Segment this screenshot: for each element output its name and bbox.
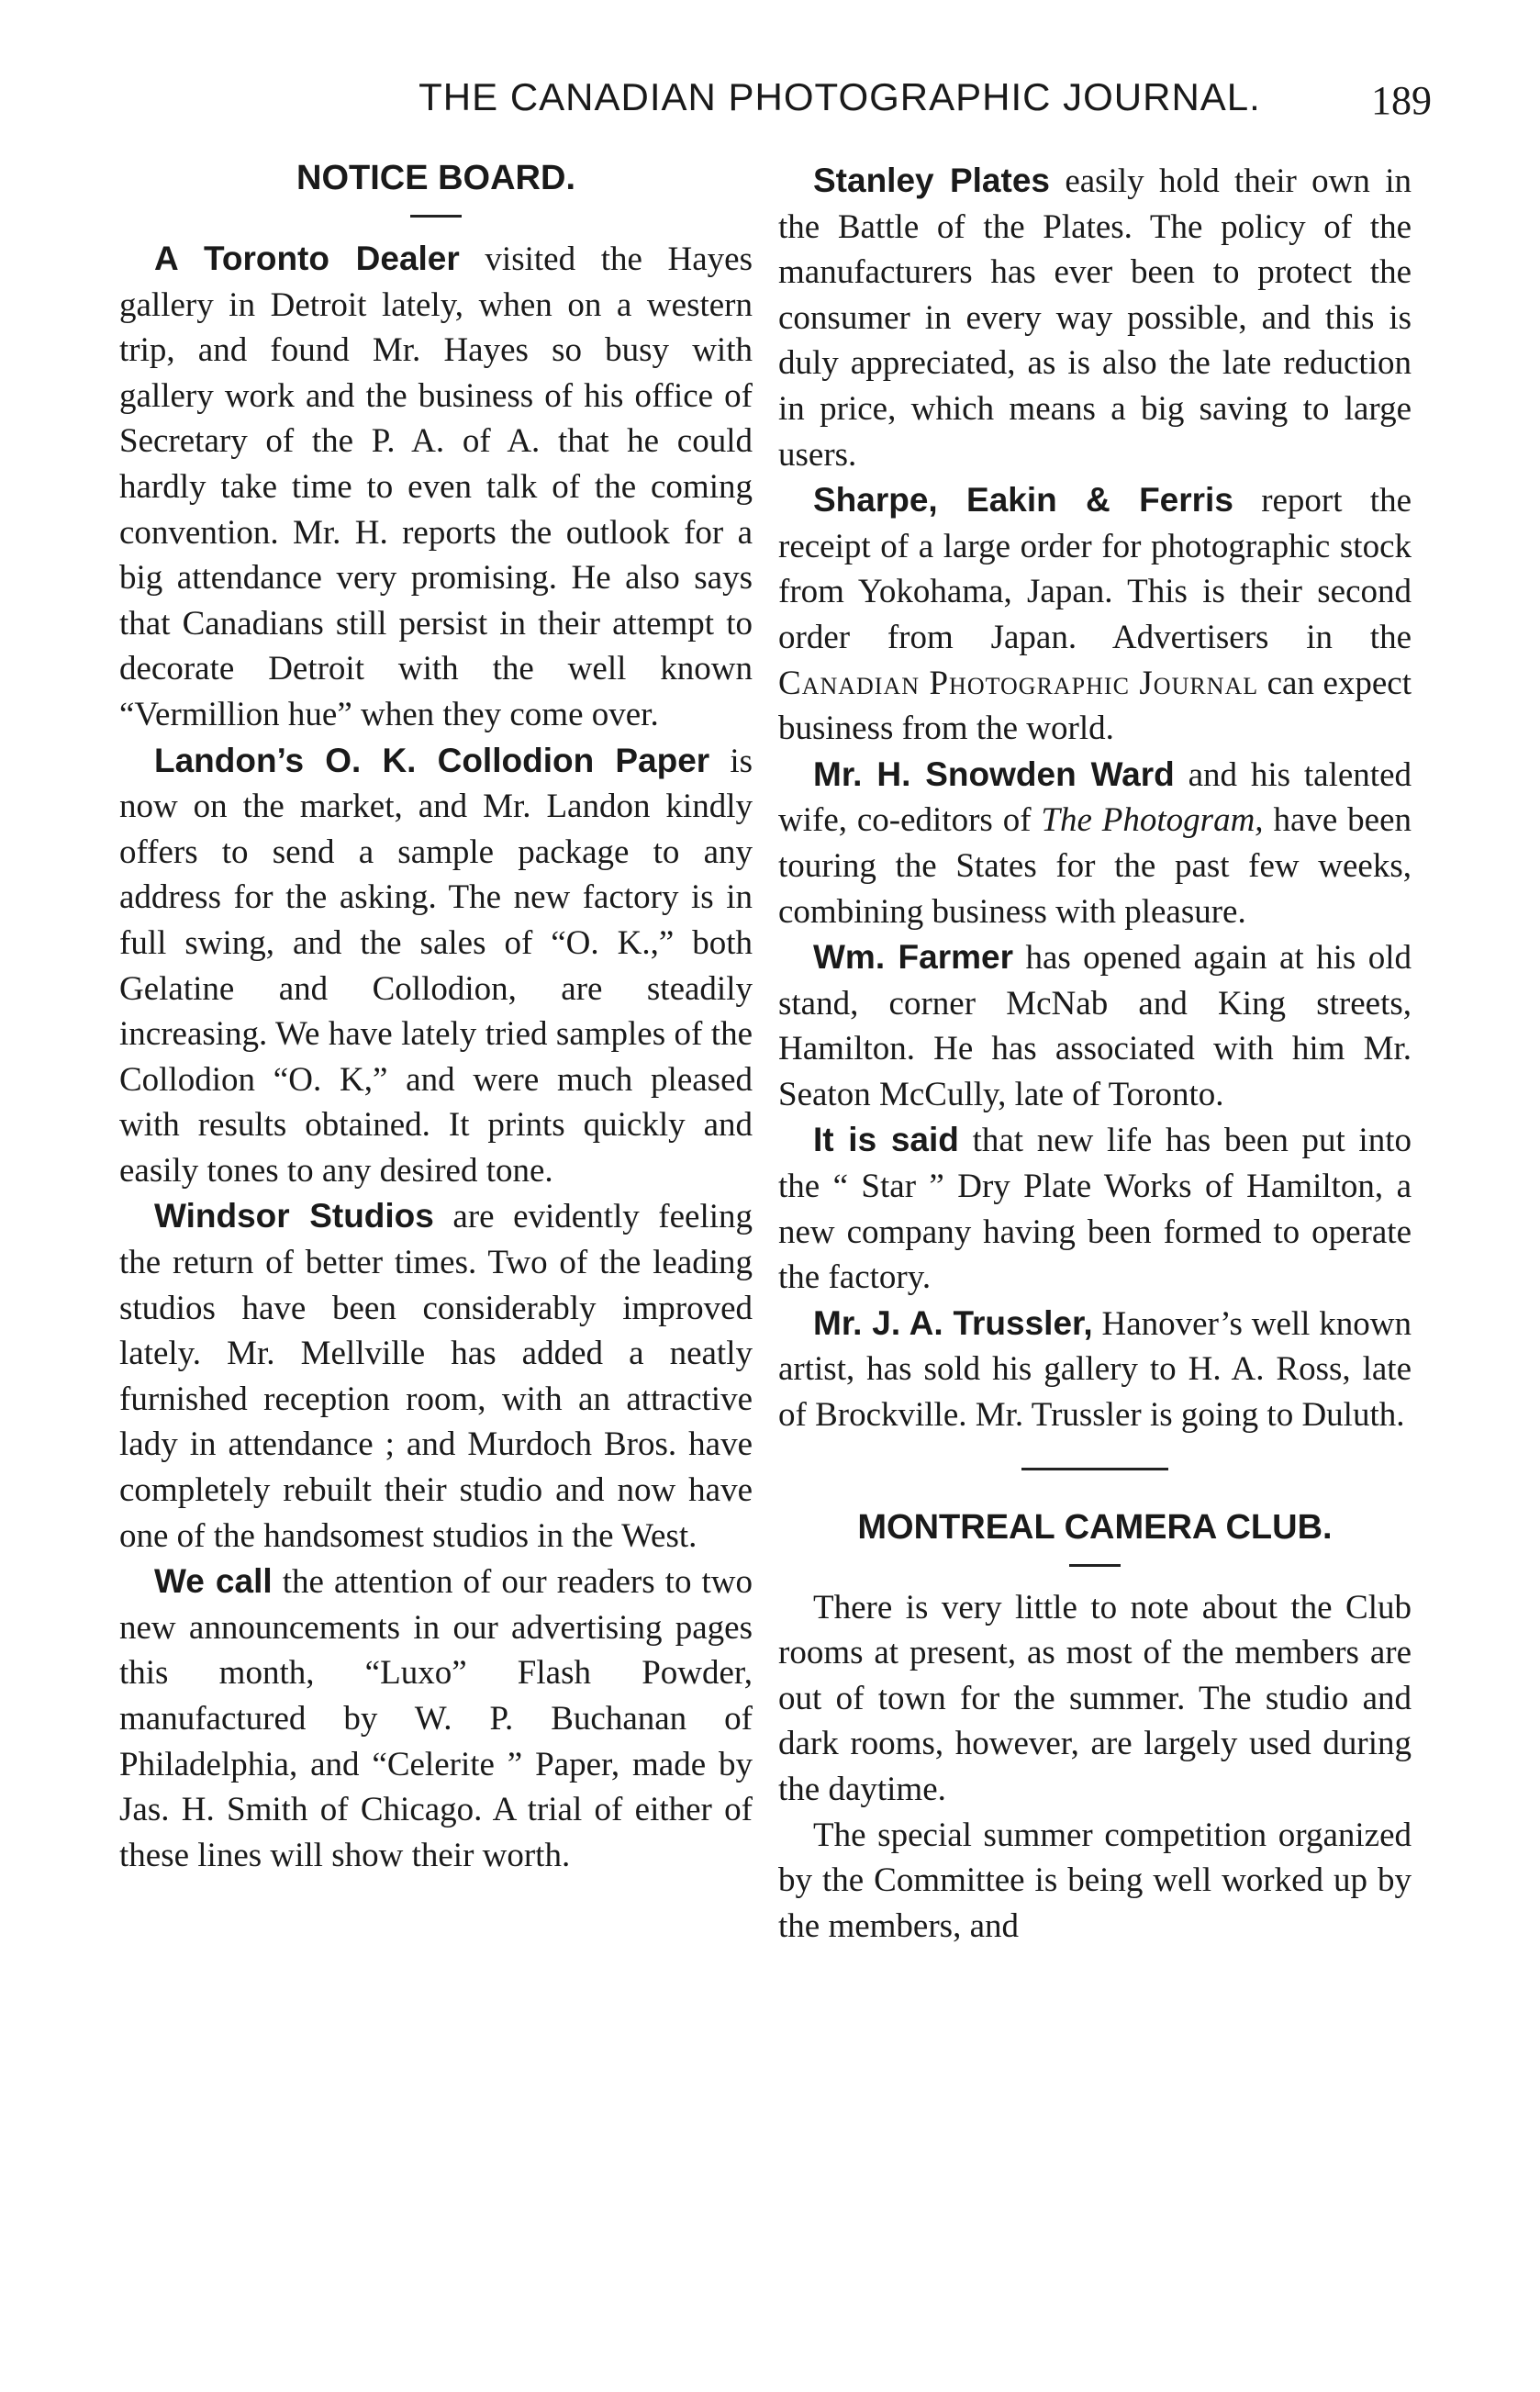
notice-lead: Wm. Farmer <box>813 938 1014 977</box>
notice-text: and his talented wife, co-editors of <box>778 755 1412 840</box>
notice-lead: Landon’s O. K. Collodion Paper <box>154 741 710 779</box>
notice-text: visited the Hayes gallery in Detroit lately, when on a western trip, and found Mr. Hayes so busy with gallery work and the business of his office of Secretary of the P. A. of A. that he could hardly take time to even talk of the coming convention. Mr. H. reports the outlook for a big attendance very promising. He also says that Canadians still persist in their attempt to decorate Detroit with the well known “Vermillion hue” when they come over. <box>119 240 753 733</box>
notice-lead: Sharpe, Eakin & Ferris <box>813 481 1233 520</box>
notice-text: that new life has been put into the “ Star ” Dry Plate Works of Hamilton, a new company having been formed to operate the factory. <box>778 1122 1412 1297</box>
notice-text: easily hold their own in the Battle of the Plates. The policy of the manufacturers has ever been to protect the consumer in every way possible, and this is duly appreciated, as is also the late reduction in price, which means a big saving to large users. <box>778 162 1412 474</box>
notice-item <box>119 1559 753 1878</box>
club-paragraph: There is very little to note about the Club rooms at present, as most of the members are out of town for the summer. The studio and dark rooms, however, are largely used during the daytime. <box>778 1588 1412 1808</box>
notice-item <box>119 738 753 1194</box>
running-head: THE CANADIAN PHOTOGRAPHIC JOURNAL. <box>418 75 1261 118</box>
notice-lead: We call <box>154 1562 273 1601</box>
notice-item <box>778 1117 1412 1300</box>
page-number: 189 <box>1371 78 1432 123</box>
notice-item <box>778 934 1412 1117</box>
notice-text: has opened again at his old stand, corner McNab and King streets, Hamilton. He has associated with him Mr. Seaton McCully, late of Toronto. <box>778 939 1412 1113</box>
notice-board-title: NOTICE BOARD. <box>296 159 575 197</box>
notice-lead: A Toronto Dealer <box>154 240 460 277</box>
notice-lead: Windsor Studios <box>154 1197 434 1235</box>
notice-lead: It is said <box>813 1121 959 1159</box>
notice-text: the attention of our readers to two new announcements in our advertising pages this month, “Luxo” Flash Powder, manufactured by W. P. Buchanan of Philadelphia, and “Celerite ” Paper, made by Jas. H. Smith of Chicago. A trial of either of these lines will show their worth. <box>119 1563 753 1874</box>
title-rule <box>410 215 462 218</box>
notice-text: are evidently feeling the return of better times. Two of the leading studios have been considerably improved lately. Mr. Mellville has added a neatly furnished reception room, with an attractive lady in attendance ; and Murdoch Bros. have completely rebuilt their studio and now have one of the handsomest studios in the West. <box>119 1198 753 1555</box>
left-column <box>119 158 753 1878</box>
notice-lead: Mr. J. A. Trussler, <box>813 1303 1093 1342</box>
notice-item <box>778 158 1412 477</box>
publication-title: The Photogram, <box>1041 801 1264 840</box>
notice-item <box>778 1301 1412 1438</box>
notice-item <box>778 477 1412 752</box>
club-paragraph: The special summer competition organized by the Committee is being well worked up by the members, and <box>778 1816 1412 1945</box>
right-column <box>778 158 1412 1949</box>
journal-name: Canadian Photographic Journal <box>778 664 1259 702</box>
notice-text: is now on the market, and Mr. Landon kindly offers to send a sample package to any address for the asking. The new factory is in full swing, and the sales of “O. K.,” both Gelatine and Collodion, are steadily increasing. We have lately tried samples of the Collodion “O. K,” and were much pleased with results obtained. It prints quickly and easily tones to any desired tone. <box>119 742 753 1190</box>
section-divider <box>1021 1468 1168 1470</box>
notice-lead: Stanley Plates <box>813 162 1050 199</box>
notice-lead: Mr. H. Snowden Ward <box>813 754 1175 793</box>
notice-item <box>119 1193 753 1559</box>
notice-text: have been touring the States for the past few weeks, combining business with pleasure. <box>778 801 1412 931</box>
notice-item <box>119 236 753 738</box>
montreal-camera-club-title: MONTREAL CAMERA CLUB. <box>857 1507 1333 1547</box>
notice-text: Hanover’s well known artist, has sold his gallery to H. A. Ross, late of Brockville. Mr. Trussler is going to Duluth. <box>778 1304 1412 1435</box>
title-rule <box>1069 1564 1121 1567</box>
notice-text: Advertisers in the <box>1111 618 1412 656</box>
notice-text: can expect business from the world. <box>778 664 1412 748</box>
notice-text: report the receipt of a large order for photographic stock from Yokohama, Japan. This is their second order from Japan. <box>778 482 1412 656</box>
notice-item <box>778 752 1412 934</box>
